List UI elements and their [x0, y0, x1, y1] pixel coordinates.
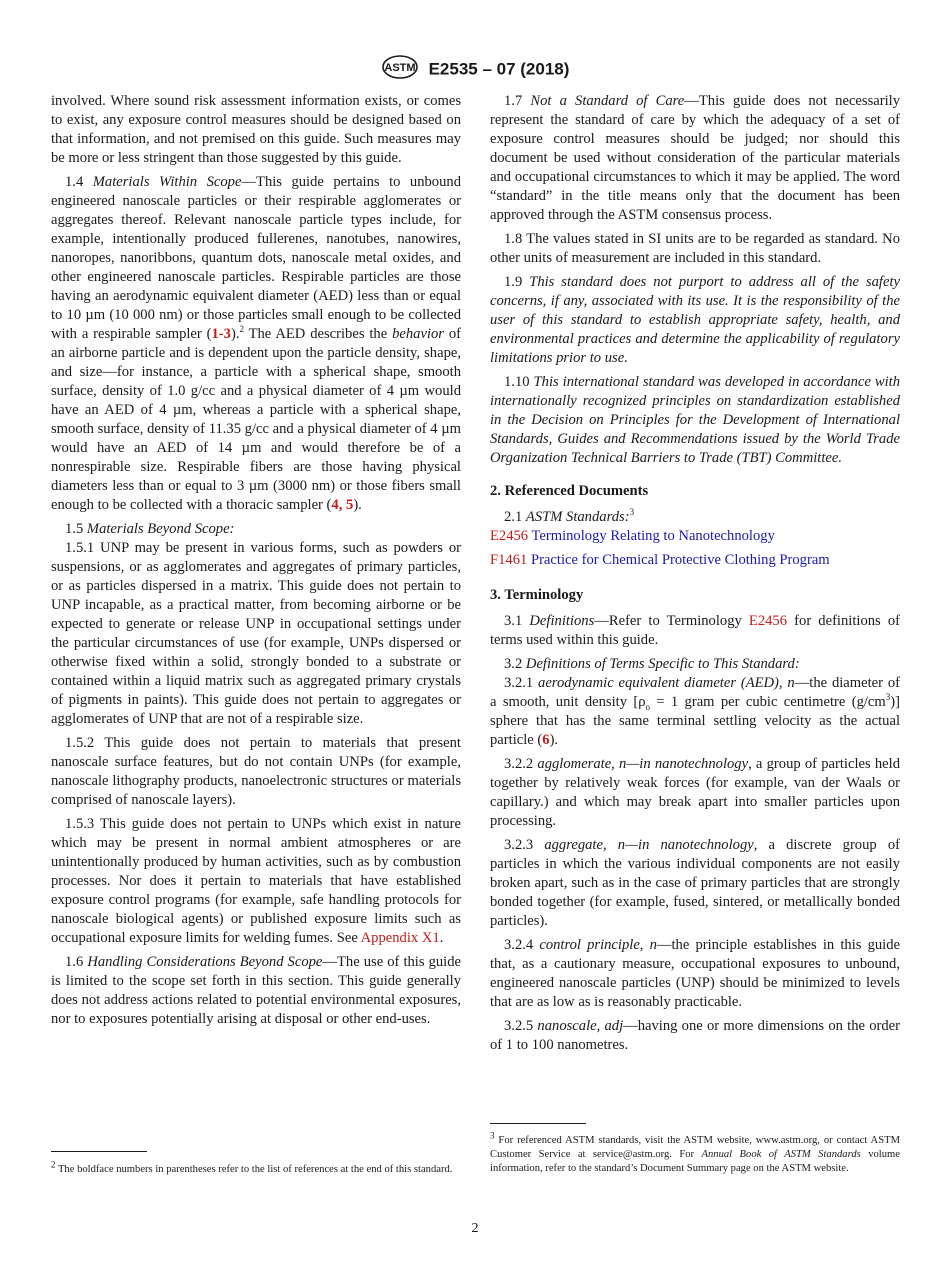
reference-link-5[interactable]: 5 [346, 497, 354, 513]
astm-logo-icon [381, 54, 419, 85]
footnote-rule-right [490, 1123, 586, 1124]
document-designation: E2535 – 07 (2018) [428, 59, 570, 79]
section-1-4: 1.4 Materials Within Scope—This guide pertains to unbound engineered nanoscale particles or their respirable agglomerates or aggregates thereof. Relevant nanoscale particle types include, for example, intentionally produced fullerenes, nanotubes, nanowires, nanoropes, nanoribbons, quantum dots, nanoscale metal oxides, and other engineered nanoscale particles. Respirable particles are those having an aerodynamic equivalent diameter (AED) less than or equal to 10 µm (10 000 nm) or those particles small enough to be collected with a respirable sampler (1-3).$^2$ The AED describes the behavior of an airborne particle and is dependent upon the particle density, shape, and size—for instance, a particle with a spherical shape, smooth surface, density of 1.0 g/cc and a physical diameter of 4 µm would have an AED of 4 µm, whereas a particle with a spherical shape, smooth surface, density of 11.35 g/cc and a physical diameter of 4 µm would have an AED of 14 µm and would therefore be of a nonrespirable size. Respirable fibers are those having physical diameters less than or equal to 3 µm (3000 nm) or those fibers small enough to be collected with a thoracic sampler (4, 5). [51, 174, 461, 513]
section-1-5-2: 1.5.2 This guide does not pertain to materials that present nanoscale surface features, but do not contain UNPs (for example, nanoscale lithography products, nanoelectronic structures or materials comprised of nanoscale layers). [51, 735, 461, 808]
section-1-5-heading: 1.5 Materials Beyond Scope: [65, 521, 235, 537]
footnote-rule-left [51, 1151, 147, 1152]
footnote-marker-3[interactable]: 3 [629, 507, 635, 518]
svg-text:ASTM: ASTM [383, 62, 416, 74]
section-2-heading: 2. Referenced Documents [490, 483, 649, 499]
f1461-title-link[interactable]: Practice for Chemical Protective Clothing Program [527, 552, 830, 568]
section-3-2-3: 3.2.3 aggregate, n—in nanotechnology, a discrete group of particles in which the various individual components are not easily broken apart, such as in the case of primary particles that are strongly bonded together (for example, fused, sintered, or metallically bonded particles). [490, 837, 900, 929]
section-3-2-4: 3.2.4 control principle, n—the principle establishes in this guide that, as a cautionary measure, occupational exposures to unbound, engineered nanoscale particles (UNP) should be minimized to levels that are as low as is reasonably practicable. [490, 937, 901, 1010]
footnote-3: $^3$ For referenced ASTM standards, visit the ASTM website, www.astm.org, or contact ASTM Customer Service at service@astm.org. For Annual Book of ASTM Standards volume information, refer to the standard’s Document Summary page on the ASTM website. [490, 1130, 900, 1174]
right-column [490, 92, 900, 1060]
section-3-2-5: 3.2.5 nanoscale, adj—having one or more dimensions on the order of 1 to 100 nanometres. [490, 1018, 900, 1053]
referenced-standard-e2456 [490, 527, 900, 546]
section-3-2-1: 3.2.1 aerodynamic equivalent diameter (AED), n—the diameter of a smooth, unit density [$\rho_o = 1$ gram per cubic centimetre $(g/cm^3)$] sphere that has the same terminal settling velocity as the actual particle (6). [490, 675, 900, 748]
footnote-marker-2[interactable]: 2 [239, 324, 244, 335]
referenced-standard-f1461 [490, 551, 900, 570]
section-1-7: 1.7 Not a Standard of Care—This guide does not necessarily represent the standard of care by which the adequacy of a set of exposure control measures should be judged; nor should this document be used without consideration of the particular materials and occupational circumstances to which it may be applied. The word “standard” in the title means only that the document has been approved through the ASTM consensus process. [490, 93, 900, 223]
section-1-8: 1.8 The values stated in SI units are to be regarded as standard. No other units of measurement are included in this standard. [490, 231, 900, 266]
intro-paragraph: involved. Where sound risk assessment information exists, or comes to exist, any exposure control measures should be designed based on that information, and not premised on this guide. Such measures may be more or less stringent than those suggested by this guide. [51, 93, 461, 166]
footnote-2: $^2$ The boldface numbers in parentheses refer to the list of references at the end of this standard. [51, 1159, 453, 1175]
terminology-e2456-link[interactable]: E2456 [748, 613, 788, 629]
reference-link-1-3[interactable]: 1-3 [211, 326, 231, 342]
e2456-title-link[interactable]: Terminology Relating to Nanotechnology [528, 528, 775, 544]
section-1-5-1: 1.5.1 UNP may be present in various forms, such as powders or suspensions, or as agglomerates and aggregates of primary particles, or as particles dispersed in a matrix. This guide does not pertain to UNP incapable, as a practical matter, from becoming airborne or be expected to generate or release UNP in occupational settings under the particular circumstances of use (for example, UNPs dispersed or otherwise fixed within a solid, strongly bonded to a substrate or contained within a liquid matrix such as aggregated primary crystals of pigments in paints). This guide does not pertain to aggregates or agglomerates of UNP that are not of a respirable size. [51, 540, 461, 727]
appendix-x1-link[interactable]: Appendix X1 [360, 930, 440, 946]
section-3-2-2: 3.2.2 agglomerate, n—in nanotechnology, a group of particles held together by relatively weak forces (for example, van der Waals or capillary.) and which may break apart into smaller particles upon processing. [490, 756, 900, 829]
section-3-heading: 3. Terminology [490, 587, 584, 603]
left-column [51, 92, 461, 1034]
section-1-10: 1.10 This international standard was developed in accordance with internationally recognized principles on standardization established in the Decision on Principles for the Development of International Standards, Guides and Recommendations issued by the World Trade Organization Technical Barriers to Trade (TBT) Committee. [490, 374, 900, 466]
section-2-1: 2.1 ASTM Standards:$^3$ [504, 507, 635, 525]
reference-link-4[interactable]: 4 [331, 497, 339, 513]
section-3-2: 3.2 Definitions of Terms Specific to This Standard: [504, 656, 800, 672]
section-3-1: 3.1 Definitions—Refer to Terminology E2456 for definitions of terms used within this guide. [490, 613, 901, 648]
section-1-9: 1.9 This standard does not purport to address all of the safety concerns, if any, associated with its use. It is the responsibility of the user of this standard to establish appropriate safety, health, and environmental practices and determine the applicability of regulatory limitations prior to use. [490, 274, 900, 366]
section-1-5-3: 1.5.3 This guide does not pertain to UNPs which exist in nature which may be present in normal ambient atmospheres or are unintentionally produced by human activities, such as by combustion processes. Nor does it pertain to materials that have established exposure control programs (for example, safe handling protocols for nanoscale biological agents) or published exposure limits such as occupational exposure limits for welding fumes. See Appendix X1. [51, 816, 461, 946]
reference-link-6[interactable]: 6 [542, 732, 550, 748]
page-number: 2 [471, 1221, 479, 1236]
page-header [0, 54, 950, 85]
section-1-6: 1.6 Handling Considerations Beyond Scope—The use of this guide is limited to the scope set forth in this section. This guide generally does not address actions related to potential environmental exposures, nor to exposures potentially arising at disposal or other end-uses. [51, 954, 462, 1027]
e2456-link[interactable]: E2456 [490, 528, 529, 544]
f1461-link[interactable]: F1461 [490, 552, 528, 568]
